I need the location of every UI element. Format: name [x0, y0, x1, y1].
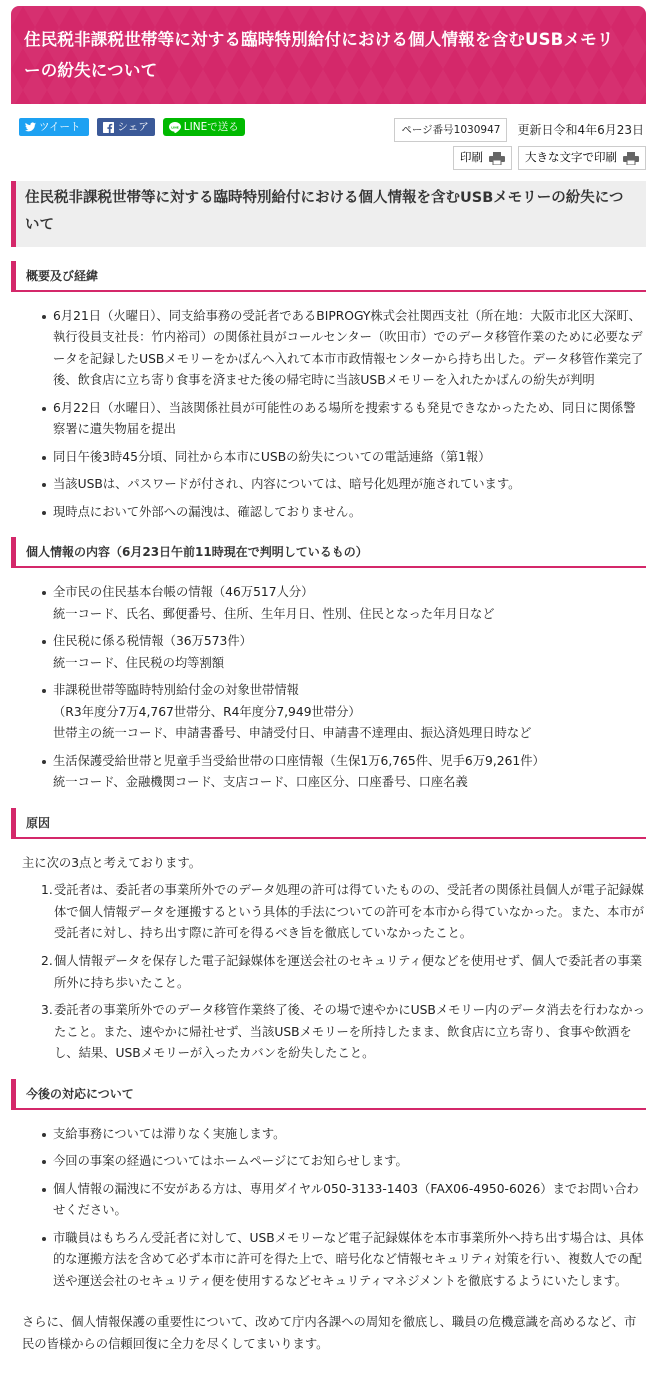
item-detail: 統一コード、金融機関コード、支店コード、口座区分、口座番号、口座名義 — [53, 775, 468, 790]
meta-row — [11, 118, 646, 170]
list-item — [42, 582, 646, 625]
printer-icon — [623, 152, 639, 165]
print-row — [453, 146, 646, 170]
line-label: LINEで送る — [183, 121, 239, 134]
list-item — [42, 951, 646, 994]
personal-info-list — [11, 568, 646, 794]
list-item — [42, 631, 646, 674]
list-item: 6月22日（水曜日）、当該関係社員が可能性のある場所を捜索するも発見できなかったため、同日に関係警察署に遺失物届を提出 — [42, 398, 646, 441]
list-item: 市職員はもちろん受託者に対して、USBメモリーなど電子記録媒体を本市事業所外へ持ち出す場合は、具体的な運搬方法を含めて必ず本市に許可を得た上で、暗号化など情報セキュリティ対策を行い、複数人での配送や運送会社のセキュリティ便を使用するなどセキュリティマネジメントを徹底するようにいたします。 — [42, 1228, 646, 1293]
tweet-label: ツイート — [39, 121, 81, 134]
section-heading-response: 今後の対応について — [11, 1079, 646, 1110]
facebook-icon — [103, 122, 114, 133]
list-item: 6月21日（火曜日）、同支給事務の受託者であるBIPROGY株式会社関西支社（所在地：大阪市北区大深町、執行役員支社長：竹内裕司）の関係社員がコールセンター（吹田市）でのデータ移管作業のために必要なデータを記録したUSBメモリーをかばんへ入れて本市市政情報センターから持ち出した。データ移管作業完了後、飲食店に立ち寄り食事を済ませた後の帰宅時に当該USBメモリーを入れたかばんの紛失が判明 — [42, 306, 646, 392]
item-number: 3. — [41, 1003, 53, 1018]
item-title: 全市民の住民基本台帳の情報（46万517人分） — [53, 585, 314, 600]
meta-info — [394, 118, 646, 142]
print-label: 印刷 — [460, 152, 483, 165]
twitter-bird-icon — [25, 122, 36, 132]
overview-list — [11, 292, 646, 524]
print-button[interactable] — [453, 146, 512, 170]
item-detail: 世帯主の統一コード、申請書番号、申請受付日、申請書不達理由、振込済処理日時など — [53, 726, 532, 741]
item-title: 生活保護受給世帯と児童手当受給世帯の口座情報（生保1万6,765件、児手6万9,261件） — [53, 753, 545, 768]
list-item: 今回の事案の経過についてはホームページにてお知らせします。 — [42, 1151, 646, 1173]
page-number: ページ番号1030947 — [394, 118, 507, 142]
list-item: 支給事務については滞りなく実施します。 — [42, 1124, 646, 1146]
share-buttons — [11, 118, 245, 136]
cause-list — [11, 874, 646, 1064]
cause-intro: 主に次の3点と考えております。 — [22, 855, 201, 870]
list-item: 同日午後3時45分頃、同社から本市にUSBの紛失についての電話連絡（第1報） — [42, 447, 646, 469]
item-number: 2. — [41, 954, 53, 968]
list-item — [42, 751, 646, 794]
facebook-label: シェア — [117, 121, 149, 134]
tweet-button[interactable] — [19, 118, 89, 136]
list-item: 現時点において外部への漏洩は、確認しておりません。 — [42, 502, 646, 524]
large-print-button[interactable] — [518, 146, 646, 170]
large-print-label: 大きな文字で印刷 — [525, 152, 617, 165]
item-text: 委託者の事業所外でのデータ移管作業終了後、その場で速やかにUSBメモリー内のデータ消去を行わなかったこと。また、速やかに帰社せず、当該USBメモリーを所持したまま、飲食店に立ち寄り、食事や飲酒をし、結果、USBメモリーが入ったカバンを紛失したこと。 — [54, 1003, 645, 1061]
item-detail: 統一コード、氏名、郵便番号、住所、生年月日、性別、住民となった年月日など — [53, 606, 495, 621]
updated-date: 更新日令和4年6月23日 — [517, 122, 644, 137]
article-title: 住民税非課税世帯等に対する臨時特別給付における個人情報を含むUSBメモリーの紛失について — [11, 181, 646, 247]
list-item: 個人情報の漏洩に不安がある方は、専用ダイヤル050-3133-1403（FAX06-4950-6026）までお問い合わせください。 — [42, 1179, 646, 1222]
line-share-button[interactable] — [163, 118, 245, 136]
page-header — [11, 6, 646, 104]
facebook-share-button[interactable] — [97, 118, 154, 136]
meta-right — [394, 118, 646, 170]
item-title: 非課税世帯等臨時特別給付金の対象世帯情報 — [53, 683, 299, 698]
line-icon — [169, 122, 181, 133]
list-item — [42, 680, 646, 745]
section-heading-cause: 原因 — [11, 808, 646, 839]
closing-paragraph: さらに、個人情報保護の重要性について、改めて庁内各課への周知を徹底し、職員の危機意識を高めるなど、市民の皆様からの信頼回復に全力を尽くしてまいります。 — [22, 1315, 637, 1351]
section-heading-personal-info: 個人情報の内容（6月23日午前11時現在で判明しているもの） — [11, 537, 646, 568]
item-text: 個人情報データを保存した電子記録媒体を運送会社のセキュリティ便などを使用せず、個人で委託者の事業所外に持ち歩いたこと。 — [54, 954, 643, 990]
printer-icon — [489, 152, 505, 165]
item-detail: 統一コード、住民税の均等割額 — [53, 655, 225, 670]
section-heading-overview: 概要及び経緯 — [11, 261, 646, 292]
list-item: 当該USBは、パスワードが付され、内容については、暗号化処理が施されています。 — [42, 474, 646, 496]
list-item — [42, 1000, 646, 1065]
list-item — [42, 880, 646, 945]
item-text: 受託者は、委託者の事業所外でのデータ処理の許可は得ていたものの、受託者の関係社員個人が電子記録媒体で個人情報データを運搬するという具体的手法についての許可を本市から得ていなかった。また、本市が受託者に対し、持ち出す際に許可を得るべき旨を徹底していなかったこと。 — [54, 883, 645, 941]
item-number: 1. — [41, 883, 53, 898]
page-title: 住民税非課税世帯等に対する臨時特別給付における個人情報を含むUSBメモリーの紛失について — [24, 30, 614, 80]
item-title: 住民税に係る税情報（36万573件） — [53, 634, 252, 649]
svg-text:LINE: LINE — [170, 124, 179, 129]
response-list — [11, 1110, 646, 1293]
item-subtitle: （R3年度分7万4,767世帯分、R4年度分7,949世帯分） — [53, 704, 361, 719]
